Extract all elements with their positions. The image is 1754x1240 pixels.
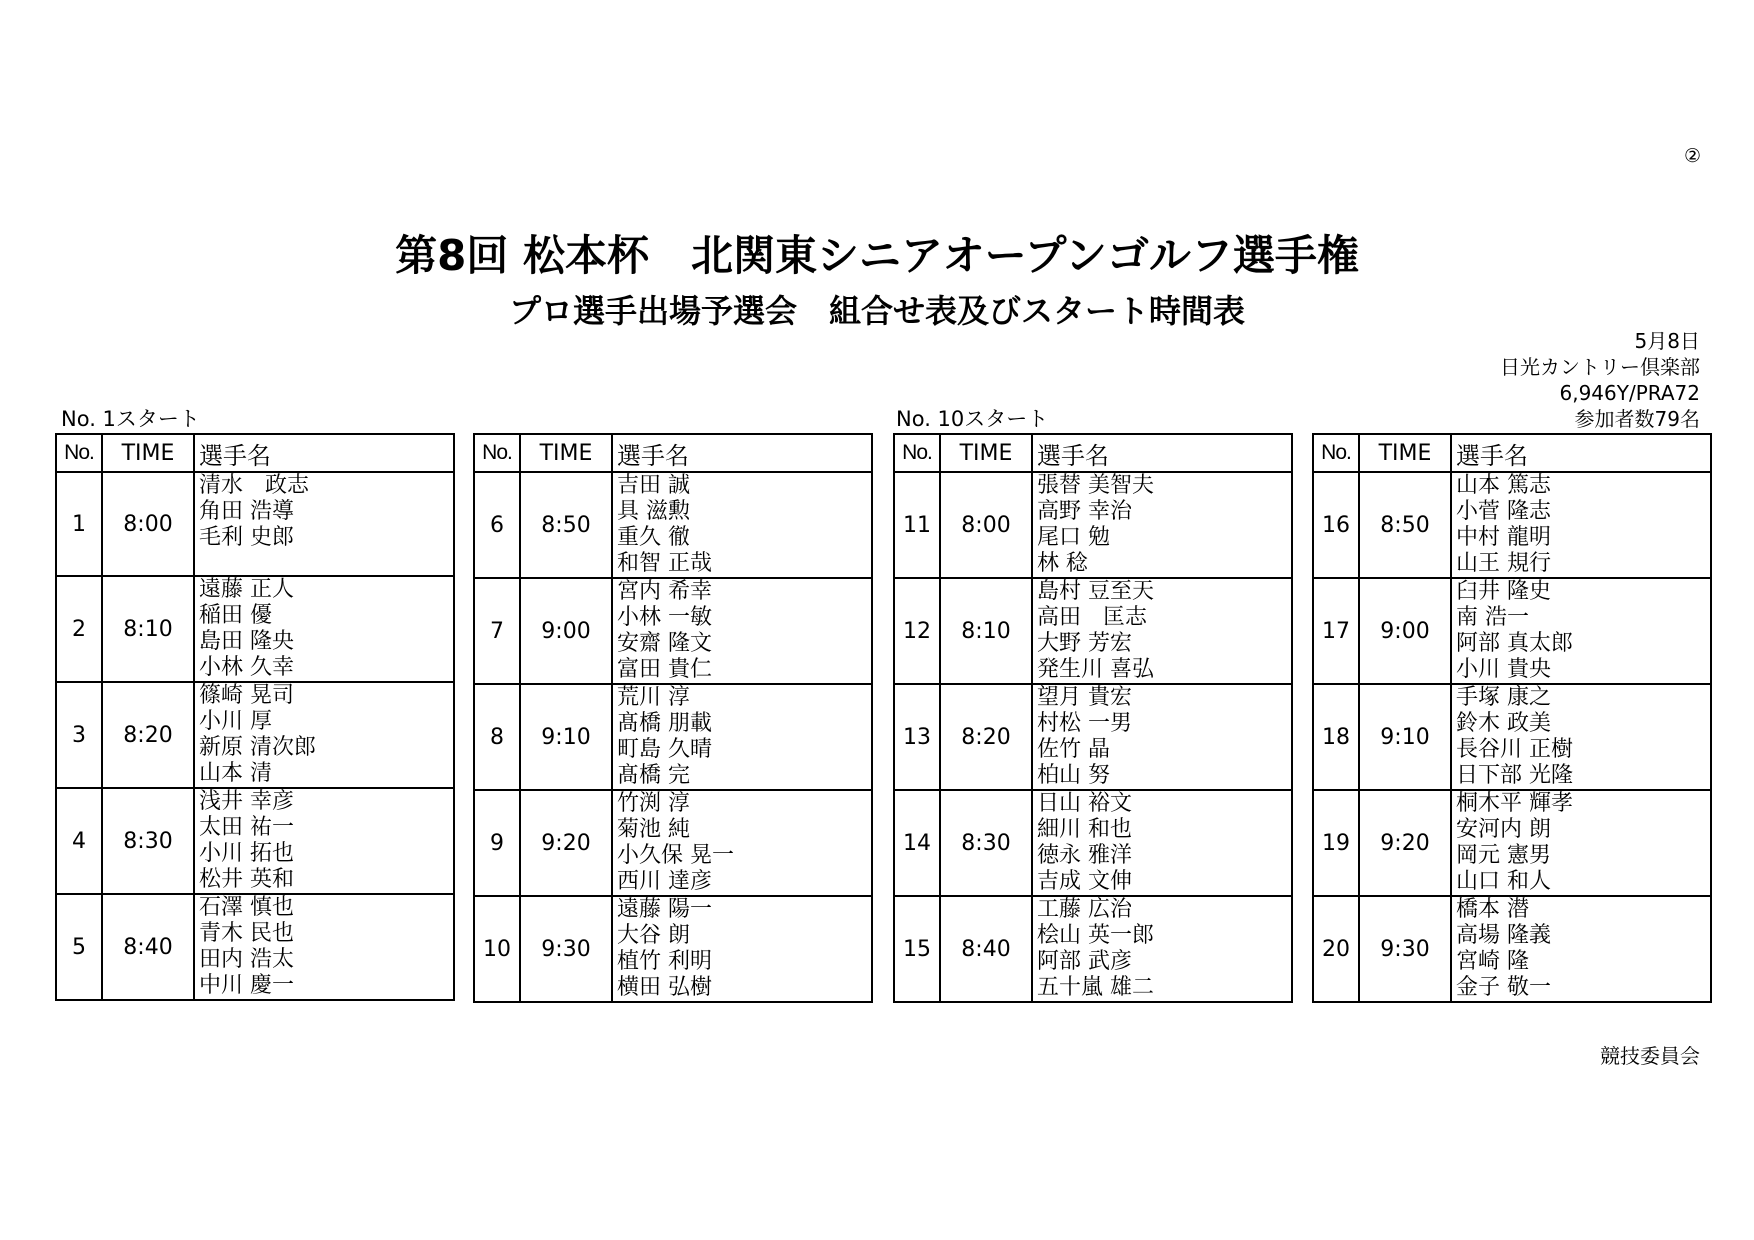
player-name: 新原 清次郎 xyxy=(199,735,316,760)
group-number: 15 xyxy=(894,896,940,1002)
player-name: 山口 和人 xyxy=(1456,869,1551,894)
player-name: 島田 隆央 xyxy=(199,629,294,654)
table-row xyxy=(894,684,1292,790)
table-header-row xyxy=(474,434,872,472)
group-number: 17 xyxy=(1313,578,1359,684)
player-list xyxy=(1032,684,1292,790)
tee-time: 8:40 xyxy=(102,894,194,1000)
player-name: 重久 徹 xyxy=(617,525,690,550)
player-list xyxy=(1032,896,1292,1002)
player-name: 浅井 幸彦 xyxy=(199,789,294,814)
group-number: 11 xyxy=(894,472,940,578)
player-list xyxy=(612,578,872,684)
event-date: 5月8日 xyxy=(1634,329,1700,353)
player-name: 五十嵐 雄二 xyxy=(1037,975,1154,1000)
player-name: 町島 久晴 xyxy=(617,737,712,762)
table-row xyxy=(474,684,872,790)
footer-organizer: 競技委員会 xyxy=(1600,1044,1700,1068)
tee-time: 9:20 xyxy=(1359,790,1451,896)
player-name: 松井 英和 xyxy=(199,867,294,892)
player-name: 桧山 英一郎 xyxy=(1037,923,1154,948)
player-name: 金子 敬一 xyxy=(1456,975,1551,1000)
player-name: 長谷川 正樹 xyxy=(1456,737,1573,762)
player-name: 臼井 隆史 xyxy=(1456,579,1551,604)
player-name: 小川 拓也 xyxy=(199,841,294,866)
player-name: 髙橋 朋載 xyxy=(617,711,712,736)
table-row xyxy=(894,472,1292,578)
tee-time: 8:30 xyxy=(940,790,1032,896)
group-number: 19 xyxy=(1313,790,1359,896)
player-name: 発生川 喜弘 xyxy=(1037,657,1154,682)
player-name: 清水 政志 xyxy=(199,473,310,498)
player-name: 大野 芳宏 xyxy=(1037,631,1132,656)
player-name: 竹渕 淳 xyxy=(617,791,690,816)
player-name: 尾口 勉 xyxy=(1037,525,1110,550)
table-row xyxy=(56,894,454,1000)
event-venue: 日光カントリー倶楽部 xyxy=(1500,355,1700,379)
player-name: 山本 篤志 xyxy=(1456,473,1551,498)
group-number: 9 xyxy=(474,790,520,896)
group-number: 18 xyxy=(1313,684,1359,790)
player-list xyxy=(1451,896,1711,1002)
player-list xyxy=(194,472,454,576)
section-label-no1-start: No. 1スタート xyxy=(61,407,200,431)
table-header-row xyxy=(56,434,454,472)
player-name: 吉成 文伸 xyxy=(1037,869,1132,894)
player-list xyxy=(194,788,454,894)
player-name: 荒川 淳 xyxy=(617,685,690,710)
table-row xyxy=(474,578,872,684)
player-list xyxy=(1451,472,1711,578)
group-number: 5 xyxy=(56,894,102,1000)
player-name: 太田 祐一 xyxy=(199,815,294,840)
tee-time: 8:00 xyxy=(940,472,1032,578)
tee-time: 9:10 xyxy=(1359,684,1451,790)
table-row xyxy=(1313,472,1711,578)
group-number: 6 xyxy=(474,472,520,578)
player-name: 角田 浩導 xyxy=(199,499,294,524)
tee-time: 9:10 xyxy=(520,684,612,790)
player-name: 桐木平 輝孝 xyxy=(1456,791,1573,816)
player-name: 小林 久幸 xyxy=(199,655,294,680)
tee-time: 9:20 xyxy=(520,790,612,896)
player-name: 中村 龍明 xyxy=(1456,525,1551,550)
header-players: 選手名 xyxy=(612,434,872,472)
table-row xyxy=(56,682,454,788)
player-name: 毛利 史郎 xyxy=(199,525,294,550)
table-header-row xyxy=(894,434,1292,472)
player-list xyxy=(612,896,872,1002)
header-no: No. xyxy=(1313,434,1359,472)
player-name: 小林 一敏 xyxy=(617,605,712,630)
player-name: 小川 厚 xyxy=(199,709,272,734)
group-number: 14 xyxy=(894,790,940,896)
participant-count: 参加者数79名 xyxy=(1574,407,1700,431)
table-row xyxy=(894,578,1292,684)
group-number: 7 xyxy=(474,578,520,684)
player-name: 高場 隆義 xyxy=(1456,923,1551,948)
player-name: 工藤 広治 xyxy=(1037,897,1132,922)
table-row xyxy=(1313,684,1711,790)
page-subtitle: プロ選手出場予選会 組合せ表及びスタート時間表 xyxy=(508,292,1245,330)
player-name: 山王 規行 xyxy=(1456,551,1551,576)
group-number: 1 xyxy=(56,472,102,576)
player-list xyxy=(1032,472,1292,578)
header-players: 選手名 xyxy=(194,434,454,472)
player-name: 高田 匡志 xyxy=(1037,605,1148,630)
table-row xyxy=(1313,790,1711,896)
header-players: 選手名 xyxy=(1032,434,1292,472)
player-list xyxy=(612,684,872,790)
tee-time: 8:50 xyxy=(1359,472,1451,578)
tee-time: 8:40 xyxy=(940,896,1032,1002)
player-list xyxy=(1451,790,1711,896)
player-name: 阿部 真太郎 xyxy=(1456,631,1573,656)
player-name: 安河内 朗 xyxy=(1456,817,1551,842)
player-name: 髙橋 完 xyxy=(617,763,690,788)
group-number: 20 xyxy=(1313,896,1359,1002)
player-name: 手塚 康之 xyxy=(1456,685,1551,710)
player-name: 岡元 憲男 xyxy=(1456,843,1551,868)
player-name: 青木 民也 xyxy=(199,921,294,946)
player-name: 具 滋勲 xyxy=(617,499,690,524)
player-list xyxy=(194,682,454,788)
group-number: 12 xyxy=(894,578,940,684)
group-number: 8 xyxy=(474,684,520,790)
tee-time: 9:00 xyxy=(1359,578,1451,684)
player-name: 張替 美智夫 xyxy=(1037,473,1154,498)
player-name: 富田 貴仁 xyxy=(617,657,712,682)
group-number: 2 xyxy=(56,576,102,682)
pairings-table xyxy=(1312,433,1712,1003)
player-name: 村松 一男 xyxy=(1037,711,1132,736)
player-name: 大谷 朗 xyxy=(617,923,690,948)
group-number: 16 xyxy=(1313,472,1359,578)
player-list xyxy=(612,472,872,578)
tee-time: 8:00 xyxy=(102,472,194,576)
table-row xyxy=(894,790,1292,896)
player-list xyxy=(194,576,454,682)
player-name: 宮内 希幸 xyxy=(617,579,712,604)
player-name: 阿部 武彦 xyxy=(1037,949,1132,974)
tee-time: 9:30 xyxy=(1359,896,1451,1002)
header-time: TIME xyxy=(102,434,194,472)
course-info: 6,946Y/PRA72 xyxy=(1559,381,1700,405)
player-name: 田内 浩太 xyxy=(199,947,294,972)
player-name: 遠藤 陽一 xyxy=(617,897,712,922)
section-label-no10-start: No. 10スタート xyxy=(896,407,1049,431)
table-row xyxy=(56,788,454,894)
player-name: 横田 弘樹 xyxy=(617,975,712,1000)
player-name: 鈴木 政美 xyxy=(1456,711,1551,736)
tee-time: 8:30 xyxy=(102,788,194,894)
header-no: No. xyxy=(56,434,102,472)
table-row xyxy=(56,576,454,682)
tee-time: 9:30 xyxy=(520,896,612,1002)
group-number: 10 xyxy=(474,896,520,1002)
pairings-table xyxy=(473,433,873,1003)
player-name: 西川 達彦 xyxy=(617,869,712,894)
player-name: 南 浩一 xyxy=(1456,605,1529,630)
tee-time: 8:10 xyxy=(102,576,194,682)
table-row xyxy=(56,472,454,576)
player-name: 安齋 隆文 xyxy=(617,631,712,656)
player-name: 小川 貴央 xyxy=(1456,657,1551,682)
player-name: 和智 正哉 xyxy=(617,551,712,576)
player-name: 柏山 努 xyxy=(1037,763,1110,788)
player-list xyxy=(1451,578,1711,684)
player-name: 稲田 優 xyxy=(199,603,272,628)
player-list xyxy=(1451,684,1711,790)
player-name: 遠藤 正人 xyxy=(199,577,294,602)
player-name: 佐竹 晶 xyxy=(1037,737,1110,762)
player-name: 宮崎 隆 xyxy=(1456,949,1529,974)
player-list xyxy=(1032,790,1292,896)
table-row xyxy=(1313,896,1711,1002)
table-row xyxy=(1313,578,1711,684)
tee-time: 9:00 xyxy=(520,578,612,684)
group-number: 4 xyxy=(56,788,102,894)
player-name: 石澤 慎也 xyxy=(199,895,294,920)
pairings-table xyxy=(893,433,1293,1003)
player-name: 島村 豆至天 xyxy=(1037,579,1154,604)
header-time: TIME xyxy=(520,434,612,472)
header-time: TIME xyxy=(1359,434,1451,472)
player-name: 林 稔 xyxy=(1037,551,1088,576)
player-name: 細川 和也 xyxy=(1037,817,1132,842)
table-row xyxy=(474,472,872,578)
player-list xyxy=(194,894,454,1000)
table-row xyxy=(474,896,872,1002)
player-list xyxy=(1032,578,1292,684)
player-name: 橋本 潜 xyxy=(1456,897,1529,922)
player-name: 徳永 雅洋 xyxy=(1037,843,1132,868)
player-name: 篠崎 晃司 xyxy=(199,683,294,708)
player-list xyxy=(612,790,872,896)
header-no: No. xyxy=(894,434,940,472)
page-title: 第8回 松本杯 北関東シニアオープンゴルフ選手権 xyxy=(395,231,1359,280)
header-players: 選手名 xyxy=(1451,434,1711,472)
page-number: ② xyxy=(1684,145,1702,167)
player-name: 小菅 隆志 xyxy=(1456,499,1551,524)
group-number: 3 xyxy=(56,682,102,788)
table-row xyxy=(894,896,1292,1002)
header-no: No. xyxy=(474,434,520,472)
player-name: 吉田 誠 xyxy=(617,473,690,498)
header-time: TIME xyxy=(940,434,1032,472)
player-name: 日下部 光隆 xyxy=(1456,763,1573,788)
tee-time: 8:20 xyxy=(102,682,194,788)
player-name: 植竹 利明 xyxy=(617,949,712,974)
player-name: 中川 慶一 xyxy=(199,973,294,998)
tee-time: 8:10 xyxy=(940,578,1032,684)
player-name: 菊池 純 xyxy=(617,817,690,842)
group-number: 13 xyxy=(894,684,940,790)
tee-time: 8:50 xyxy=(520,472,612,578)
player-name: 高野 幸治 xyxy=(1037,499,1132,524)
player-name: 望月 貴宏 xyxy=(1037,685,1132,710)
player-name: 日山 裕文 xyxy=(1037,791,1132,816)
table-header-row xyxy=(1313,434,1711,472)
player-name: 小久保 晃一 xyxy=(617,843,734,868)
tee-time: 8:20 xyxy=(940,684,1032,790)
table-row xyxy=(474,790,872,896)
event-info xyxy=(1500,328,1700,432)
player-name: 山本 清 xyxy=(199,761,272,786)
pairings-table xyxy=(55,433,455,1001)
